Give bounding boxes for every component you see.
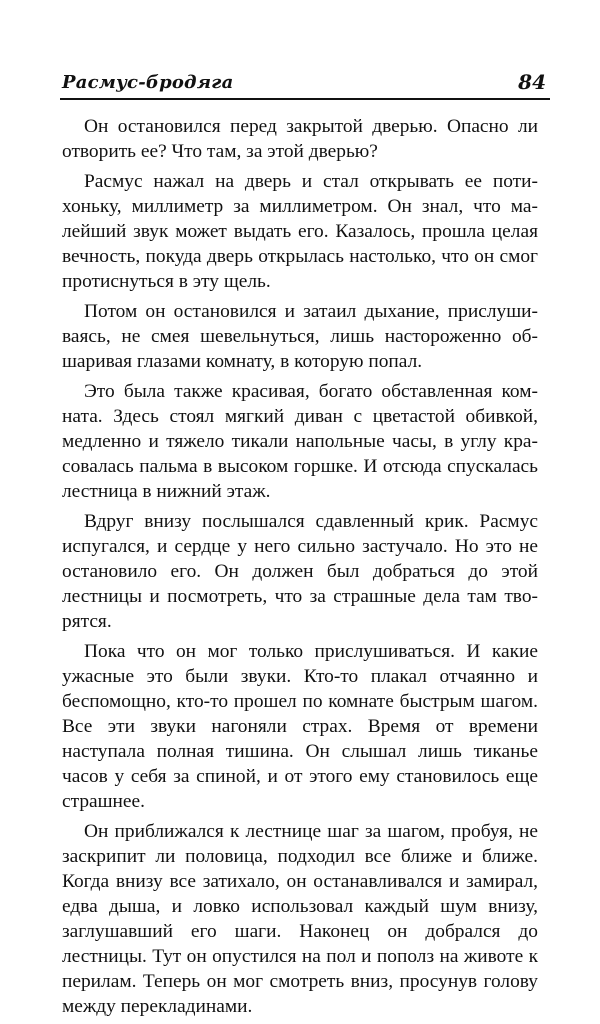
paragraph: Пока что он мог только прислушиваться. И какие ужасные это были звуки. Кто-то плакал отчаянно и беспомощно, кто-то прошел по комнате быстрым шагом. Все эти звуки нагоняли страх. Время от времени наступала полная тишина. Он слышал лишь тиканье часов у себя за спиной, и от этого ему становилось еще страшнее. <box>62 641 538 812</box>
paragraph: Он приближался к лестнице шаг за шагом, пробуя, не заскрипит ли половица, подходил все ближе и ближе. Когда внизу все затихало, он останавливался и замирал, едва дыша, и ловко использовал каждый шум внизу, заглушавший его шаги. Наконец он добрался до лестницы. Тут он опустился на пол и пополз на животе к перилам. Теперь он мог смотреть вниз, просунув голову между перекладинами. <box>62 821 538 1017</box>
paragraph: Расмус нажал на дверь и стал открывать ее потихоньку, миллиметр за миллиметром. Он знал, что малейший звук может выдать его. Казалось, прошла целая вечность, покуда дверь открылась настолько, что он смог протиснуться в эту щель. <box>62 171 538 292</box>
book-title: Расмус-бродяга <box>62 72 234 93</box>
paragraph: Это была также красивая, богато обставленная комната. Здесь стоял мягкий диван с цветастой обивкой, медленно и тяжело тикали напольные часы, в углу красовалась пальма в высоком горшке. И отсюда спускалась лестница в нижний этаж. <box>62 381 538 502</box>
running-header <box>60 72 550 98</box>
paragraph: Потом он остановился и затаил дыхание, прислушиваясь, не смея шевельнуться, лишь настороженно обшаривая глазами комнату, в которую попал. <box>62 301 538 372</box>
paragraph: Вдруг внизу послышался сдавленный крик. Расмус испугался, и сердце у него сильно застучало. Но это не остановило его. Он должен был добраться до этой лестницы и посмотреть, что за страшные дела там творятся. <box>62 511 538 632</box>
page-number: 84 <box>518 70 546 94</box>
header-rule <box>60 98 550 100</box>
body-text <box>62 114 538 1024</box>
paragraph: Он остановился перед закрытой дверью. Опасно ли отворить ее? Что там, за этой дверью? <box>62 116 538 162</box>
